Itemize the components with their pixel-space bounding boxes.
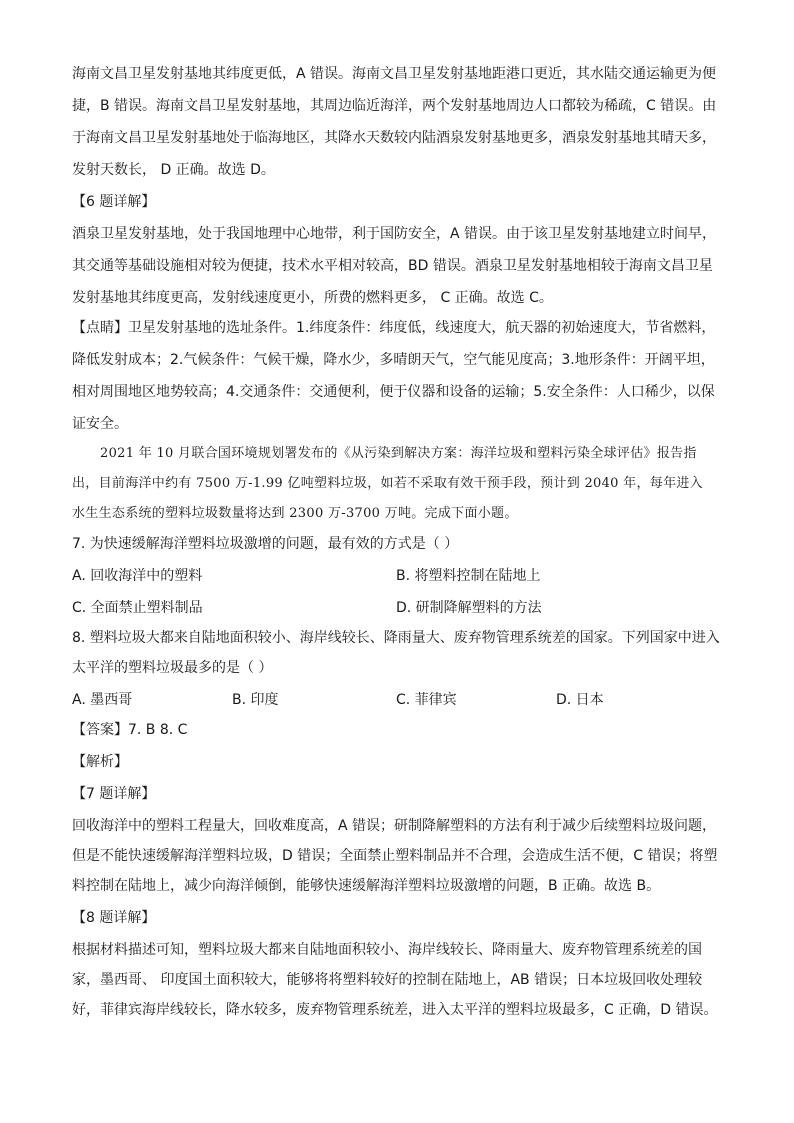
text-line: 料控制在陆地上，减少向海洋倾倒，能够快速缓解海洋塑料垃圾激增的问题，B 正确。故选 B。 xyxy=(72,878,661,894)
section-heading-q7: 【7 题详解】 xyxy=(72,786,156,802)
text-line: 发射基地其纬度更高，发射线速度更小，所费的燃料更多， C 正确。故选 C。 xyxy=(72,290,553,306)
section-heading-q8: 【8 题详解】 xyxy=(72,910,156,926)
material-line: 出，目前海洋中约有 7500 万-1.99 亿吨塑料垃圾，如若不采取有效干预手段，预计到 2040 年，每年进入 xyxy=(72,476,703,491)
tip-line: 【点睛】卫星发射基地的选址条件。1.纬度条件：纬度低，线速度大，航天器的初始速度大，节省燃料， xyxy=(72,320,716,336)
q7-option-c: C. 全面禁止塑料制品 xyxy=(72,600,203,616)
q8-option-a: A. 墨西哥 xyxy=(72,692,133,708)
section-heading-q6: 【6 题详解】 xyxy=(72,194,156,210)
text-line: 回收海洋中的塑料工程量大，回收难度高，A 错误；研制降解塑料的方法有利于减少后续塑料垃圾问题， xyxy=(72,818,717,834)
q8-option-c: C. 菲律宾 xyxy=(396,692,457,708)
q7-option-a: A. 回收海洋中的塑料 xyxy=(72,568,203,584)
q7-option-d: D. 研制降解塑料的方法 xyxy=(396,600,542,616)
material-line: 水生生态系统的塑料垃圾数量将达到 2300 万-3700 万吨。完成下面小题。 xyxy=(72,506,518,521)
analysis-heading: 【解析】 xyxy=(72,754,128,770)
text-line: 好，菲律宾海岸线较长，降水较多，废弃物管理系统差，进入太平洋的塑料垃圾最多，C 正确，D 错误。 xyxy=(72,1002,718,1018)
text-line: 酒泉卫星发射基地，处于我国地理中心地带，利于国防安全，A 错误。由于该卫星发射基地建立时间早， xyxy=(72,226,717,242)
q8-option-d: D. 日本 xyxy=(556,692,604,708)
material-line: 2021 年 10 月联合国环境规划署发布的《从污染到解决方案：海洋垃圾和塑料污染全球评估》报告指 xyxy=(100,446,697,461)
tip-line: 相对周围地区地势较高；4.交通条件：交通便利，便于仪器和设备的运输；5.安全条件：人口稀少，以保 xyxy=(72,384,715,400)
text-line: 发射天数长， D 正确。故选 D。 xyxy=(72,162,275,178)
question-7-stem: 7. 为快速缓解海洋塑料垃圾激增的问题，最有效的方式是（ ） xyxy=(72,536,459,552)
question-8-stem-line-1: 8. 塑料垃圾大都来自陆地面积较小、海岸线较长、降雨量大、废弃物管理系统差的国家。下列国家中进入 xyxy=(72,630,720,646)
text-line: 家，墨西哥、 印度国土面积较大，能够将将塑料较好的控制在陆地上，AB 错误；日本垃圾回收处理较 xyxy=(72,972,703,988)
answer-line: 【答案】7. B 8. C xyxy=(72,722,188,738)
q7-option-b: B. 将塑料控制在陆地上 xyxy=(396,568,541,584)
text-line: 于海南文昌卫星发射基地处于临海地区，其降水天数较内陆酒泉发射基地更多，酒泉发射基地其晴天多， xyxy=(72,130,716,146)
tip-line: 证安全。 xyxy=(72,416,128,432)
text-line: 捷，B 错误。海南文昌卫星发射基地，其周边临近海洋，两个发射基地周边人口都较为稀疏，C 错误。由 xyxy=(72,98,717,114)
text-line: 海南文昌卫星发射基地其纬度更低，A 错误。海南文昌卫星发射基地距港口更近，其水陆交通运输更为便 xyxy=(72,66,717,82)
text-line: 根据材料描述可知，塑料垃圾大都来自陆地面积较小、海岸线较长、降雨量大、废弃物管理系统差的国 xyxy=(72,942,702,958)
q8-option-b: B. 印度 xyxy=(232,692,279,708)
text-line: 但是不能快速缓解海洋塑料垃圾，D 错误；全面禁止塑料制品并不合理，会造成生活不便，C 错误；将塑 xyxy=(72,848,718,864)
text-line: 其交通等基础设施相对较为便捷，技术水平相对较高，BD 错误。酒泉卫星发射基地相较于海南文昌卫星 xyxy=(72,258,713,274)
tip-line: 降低发射成本；2.气候条件：气候干燥，降水少，多晴朗天气，空气能见度高；3.地形条件：开阔平坦， xyxy=(72,352,715,368)
question-8-stem-line-2: 太平洋的塑料垃圾最多的是（ ） xyxy=(72,660,273,676)
